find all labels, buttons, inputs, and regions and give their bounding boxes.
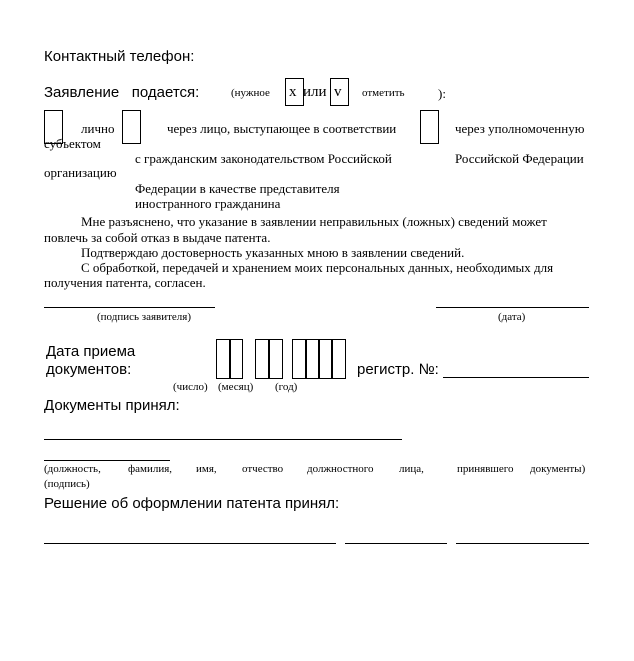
via-representative-label: через лицо, выступающее в соответствии xyxy=(167,121,397,136)
month-digit-2-cell[interactable] xyxy=(268,339,283,379)
caption-word-position: (должность, xyxy=(44,463,101,475)
applicant-signature-caption: (подпись заявителя) xyxy=(97,311,192,323)
subject-text: субъектом xyxy=(44,136,101,151)
accepted-signature-line[interactable] xyxy=(44,460,170,461)
mark-or: или xyxy=(303,84,327,100)
via-representative-checkbox[interactable] xyxy=(122,110,141,144)
year-caption: (год) xyxy=(275,381,298,393)
day-digit-2-cell[interactable] xyxy=(229,339,243,379)
mark-note-suffix: отметить xyxy=(362,87,405,99)
caption-signature: (подпись) xyxy=(44,478,90,490)
caption-word-name: имя, xyxy=(196,463,217,475)
via-authorized-checkbox[interactable] xyxy=(420,110,439,144)
statement-3-line1: С обработкой, передачей и хранением моих персональных данных, необходимых для xyxy=(81,260,554,275)
application-submitted-label: Заявление подается: xyxy=(44,84,200,101)
via-representative-line4: иностранного гражданина xyxy=(135,196,281,211)
caption-word-accepted: принявшего xyxy=(457,463,514,475)
registration-number-line[interactable] xyxy=(443,377,589,378)
statement-1-line2: повлечь за собой отказ в выдаче патента. xyxy=(44,230,271,245)
via-authorized-label: через уполномоченную xyxy=(455,121,585,136)
documents-accepted-label: Документы принял: xyxy=(44,397,180,414)
day-caption: (число) xyxy=(173,381,208,393)
via-representative-line2: с гражданским законодательством Российской xyxy=(135,151,392,166)
personal-option-label: лично xyxy=(81,121,115,136)
date-line[interactable] xyxy=(436,307,589,308)
mark-v: v xyxy=(334,84,342,100)
mark-note-prefix: (нужное xyxy=(231,87,270,99)
via-authorized-line2: Российской Федерации xyxy=(455,151,584,166)
via-representative-line3: Федерации в качестве представителя xyxy=(135,181,340,196)
month-caption: (месяц) xyxy=(218,381,254,393)
contact-phone-label: Контактный телефон: xyxy=(44,48,195,65)
caption-word-patronymic: отчество xyxy=(242,463,284,475)
date-caption: (дата) xyxy=(498,311,526,323)
caption-word-person: лица, xyxy=(399,463,424,475)
receipt-date-label-line2: документов: xyxy=(46,361,132,378)
caption-word-surname: фамилия, xyxy=(128,463,173,475)
statement-1-line1: Мне разъяснено, что указание в заявлении неправильных (ложных) сведений может xyxy=(81,214,547,229)
registration-number-label: регистр. №: xyxy=(357,361,439,378)
caption-word-documents: документы) xyxy=(530,463,586,475)
mark-x: x xyxy=(289,84,297,100)
decision-line-2[interactable] xyxy=(345,543,447,544)
decision-line-1[interactable] xyxy=(44,543,336,544)
organization-text: организацию xyxy=(44,165,117,180)
receipt-date-label-line1: Дата приема xyxy=(46,343,136,360)
decision-line-3[interactable] xyxy=(456,543,589,544)
statement-2: Подтверждаю достоверность указанных мною в заявлении сведений. xyxy=(81,245,465,260)
mark-note-close: ): xyxy=(438,86,446,101)
caption-word-official: должностного xyxy=(307,463,374,475)
statement-3-line2: получения патента, согласен. xyxy=(44,275,206,290)
applicant-signature-line[interactable] xyxy=(44,307,215,308)
accepted-by-line[interactable] xyxy=(44,439,402,440)
decision-label: Решение об оформлении патента принял: xyxy=(44,495,340,512)
year-digit-4-cell[interactable] xyxy=(331,339,346,379)
